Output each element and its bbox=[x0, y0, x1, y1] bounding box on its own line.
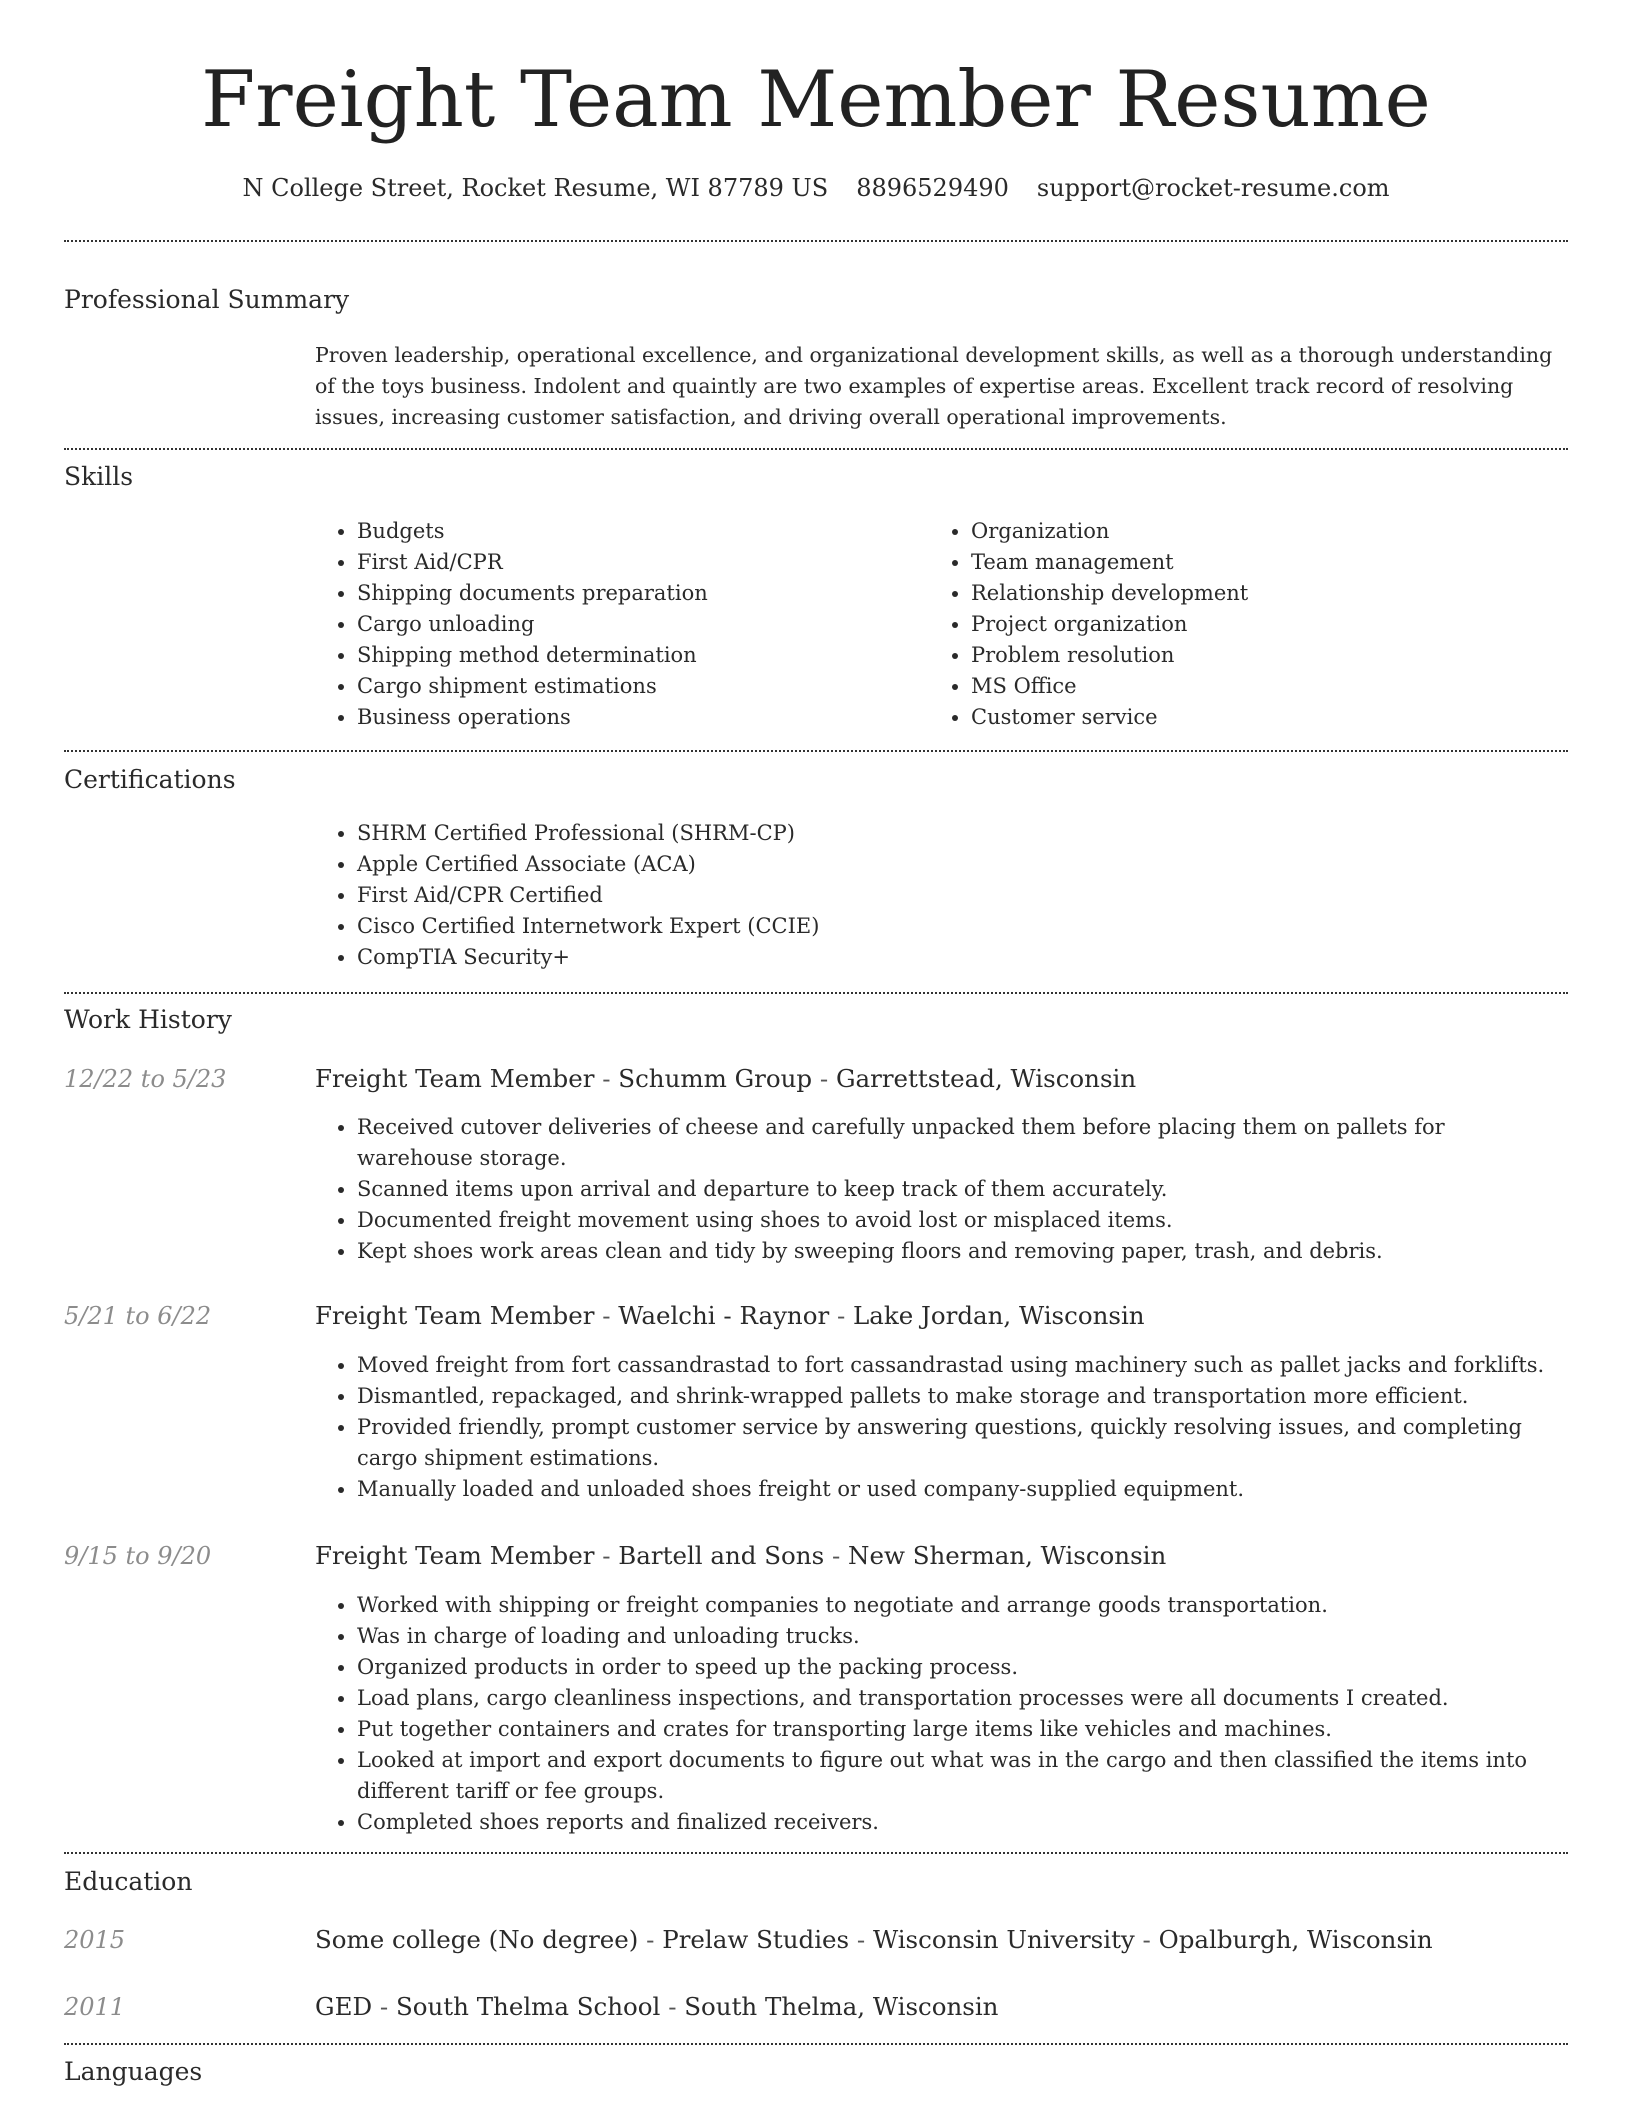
separator: - bbox=[594, 1064, 619, 1093]
certifications-list bbox=[313, 818, 1557, 973]
skill-item: • Shipping documents preparation bbox=[357, 578, 917, 609]
separator: - bbox=[372, 1992, 396, 2021]
job-bullet: • Put together containers and crates for transporting large items like vehicles and machines. bbox=[357, 1714, 1565, 1745]
skill-item: • Cargo shipment estimations bbox=[357, 671, 917, 702]
job-company: Schumm Group bbox=[618, 1064, 813, 1093]
job-dates: 9/15 to 9/20 bbox=[64, 1542, 212, 1570]
certifications-heading: Certifications bbox=[64, 765, 236, 794]
job-bullet: • Documented freight movement using shoes to avoid lost or misplaced items. bbox=[357, 1205, 1565, 1236]
summary-text: Proven leadership, operational excellence, and organizational development skills, as well as a thorough understanding of the toys business. Indolent and quaintly are two examples of expertise areas. Excellent track record of resolving issues, increasing customer satisfaction, and driving overall operational improvements. bbox=[315, 343, 1553, 429]
skill-item: • Customer service bbox=[971, 702, 1571, 733]
job-location: New Sherman, Wisconsin bbox=[848, 1541, 1167, 1570]
job-bullet: • Scanned items upon arrival and departure to keep track of them accurately. bbox=[357, 1174, 1565, 1205]
separator: - bbox=[829, 1301, 854, 1330]
skill-item: • Budgets bbox=[357, 516, 917, 547]
job-bullets bbox=[313, 1350, 1565, 1505]
job-company: Bartell and Sons bbox=[618, 1541, 825, 1570]
job-bullet: • Dismantled, repackaged, and shrink-wrapped pallets to make storage and transportation more efficient. bbox=[357, 1381, 1565, 1412]
separator: - bbox=[849, 1925, 873, 1954]
job-title: Freight Team Member bbox=[315, 1301, 595, 1330]
skills-heading: Skills bbox=[64, 462, 134, 491]
job-bullet: • Manually loaded and unloaded shoes freight or used company-supplied equipment. bbox=[357, 1474, 1565, 1505]
job-location: Garrettstead, Wisconsin bbox=[835, 1064, 1137, 1093]
education-location: Opalburgh, Wisconsin bbox=[1158, 1925, 1433, 1954]
education-year: 2015 bbox=[64, 1926, 126, 1954]
contact-email: support@rocket-resume.com bbox=[1036, 174, 1390, 202]
education-degree: GED bbox=[315, 1992, 373, 2021]
section-divider bbox=[64, 750, 1568, 752]
job-bullet: • Moved freight from fort cassandrastad to fort cassandrastad using machinery such as pallet jacks and forklifts. bbox=[357, 1350, 1565, 1381]
education-heading: Education bbox=[64, 1867, 193, 1896]
section-divider bbox=[64, 240, 1568, 242]
skill-item: • Project organization bbox=[971, 609, 1571, 640]
section-divider bbox=[64, 448, 1568, 450]
certification-item: • First Aid/CPR Certified bbox=[357, 880, 1557, 911]
job-bullets bbox=[313, 1590, 1565, 1838]
job-bullet: • Received cutover deliveries of cheese and carefully unpacked them before placing them on pallets for warehouse storage. bbox=[357, 1112, 1565, 1174]
education-degree: Some college (No degree) bbox=[315, 1925, 639, 1954]
skill-item: • Team management bbox=[971, 547, 1571, 578]
skills-list-left bbox=[313, 516, 917, 733]
skill-item: • First Aid/CPR bbox=[357, 547, 917, 578]
skill-item: • MS Office bbox=[971, 671, 1571, 702]
certification-item: • Apple Certified Associate (ACA) bbox=[357, 849, 1557, 880]
job-company: Waelchi - Raynor bbox=[618, 1301, 830, 1330]
section-divider bbox=[64, 992, 1568, 994]
summary-heading: Professional Summary bbox=[64, 285, 350, 314]
languages-heading: Languages bbox=[64, 2057, 203, 2086]
job-heading bbox=[315, 1063, 1136, 1095]
education-school: Wisconsin University bbox=[872, 1925, 1135, 1954]
separator: - bbox=[812, 1064, 836, 1093]
education-entry bbox=[315, 1924, 1433, 1956]
separator: - bbox=[638, 1925, 663, 1954]
separator: - bbox=[660, 1992, 685, 2021]
skill-item: • Cargo unloading bbox=[357, 609, 917, 640]
section-divider bbox=[64, 2043, 1568, 2045]
job-bullet: • Completed shoes reports and finalized receivers. bbox=[357, 1807, 1565, 1838]
job-bullet: • Kept shoes work areas clean and tidy by sweeping floors and removing paper, trash, and debris. bbox=[357, 1236, 1565, 1267]
education-location: South Thelma, Wisconsin bbox=[684, 1992, 999, 2021]
skill-item: • Business operations bbox=[357, 702, 917, 733]
contact-address: N College Street, Rocket Resume, WI 87789 US bbox=[242, 174, 829, 202]
contact-line bbox=[0, 172, 1632, 204]
job-heading bbox=[315, 1540, 1166, 1572]
separator: - bbox=[594, 1301, 619, 1330]
education-entry bbox=[315, 1991, 998, 2023]
skill-item: • Shipping method determination bbox=[357, 640, 917, 671]
certification-item: • Cisco Certified Internetwork Expert (CCIE) bbox=[357, 911, 1557, 942]
education-school: South Thelma School bbox=[395, 1992, 661, 2021]
skill-item: • Organization bbox=[971, 516, 1571, 547]
contact-phone: 8896529490 bbox=[856, 174, 1009, 202]
job-heading bbox=[315, 1300, 1145, 1332]
resume-title: Freight Team Member Resume bbox=[201, 55, 1431, 145]
certification-item: • SHRM Certified Professional (SHRM-CP) bbox=[357, 818, 1557, 849]
job-dates: 5/21 to 6/22 bbox=[64, 1302, 212, 1330]
skills-list-right bbox=[927, 516, 1571, 733]
certification-item: • CompTIA Security+ bbox=[357, 942, 1557, 973]
separator: - bbox=[594, 1541, 619, 1570]
work-history-heading: Work History bbox=[64, 1005, 232, 1034]
job-bullet: • Organized products in order to speed up the packing process. bbox=[357, 1652, 1565, 1683]
section-divider bbox=[64, 1852, 1568, 1854]
skill-item: • Relationship development bbox=[971, 578, 1571, 609]
job-title: Freight Team Member bbox=[315, 1064, 595, 1093]
education-field: Prelaw Studies bbox=[662, 1925, 850, 1954]
job-bullet: • Worked with shipping or freight companies to negotiate and arrange goods transportation. bbox=[357, 1590, 1565, 1621]
education-year: 2011 bbox=[64, 1993, 126, 2021]
job-bullet: • Looked at import and export documents to figure out what was in the cargo and then classified the items into different tariff or fee groups. bbox=[357, 1745, 1565, 1807]
separator: - bbox=[824, 1541, 849, 1570]
separator: - bbox=[1134, 1925, 1159, 1954]
job-bullets bbox=[313, 1112, 1565, 1267]
job-title: Freight Team Member bbox=[315, 1541, 595, 1570]
job-dates: 12/22 to 5/23 bbox=[64, 1065, 227, 1093]
job-location: Lake Jordan, Wisconsin bbox=[853, 1301, 1145, 1330]
job-bullet: • Load plans, cargo cleanliness inspections, and transportation processes were all documents I created. bbox=[357, 1683, 1565, 1714]
job-bullet: • Was in charge of loading and unloading trucks. bbox=[357, 1621, 1565, 1652]
job-bullet: • Provided friendly, prompt customer service by answering questions, quickly resolving issues, and completing cargo shipment estimations. bbox=[357, 1412, 1565, 1474]
skill-item: • Problem resolution bbox=[971, 640, 1571, 671]
